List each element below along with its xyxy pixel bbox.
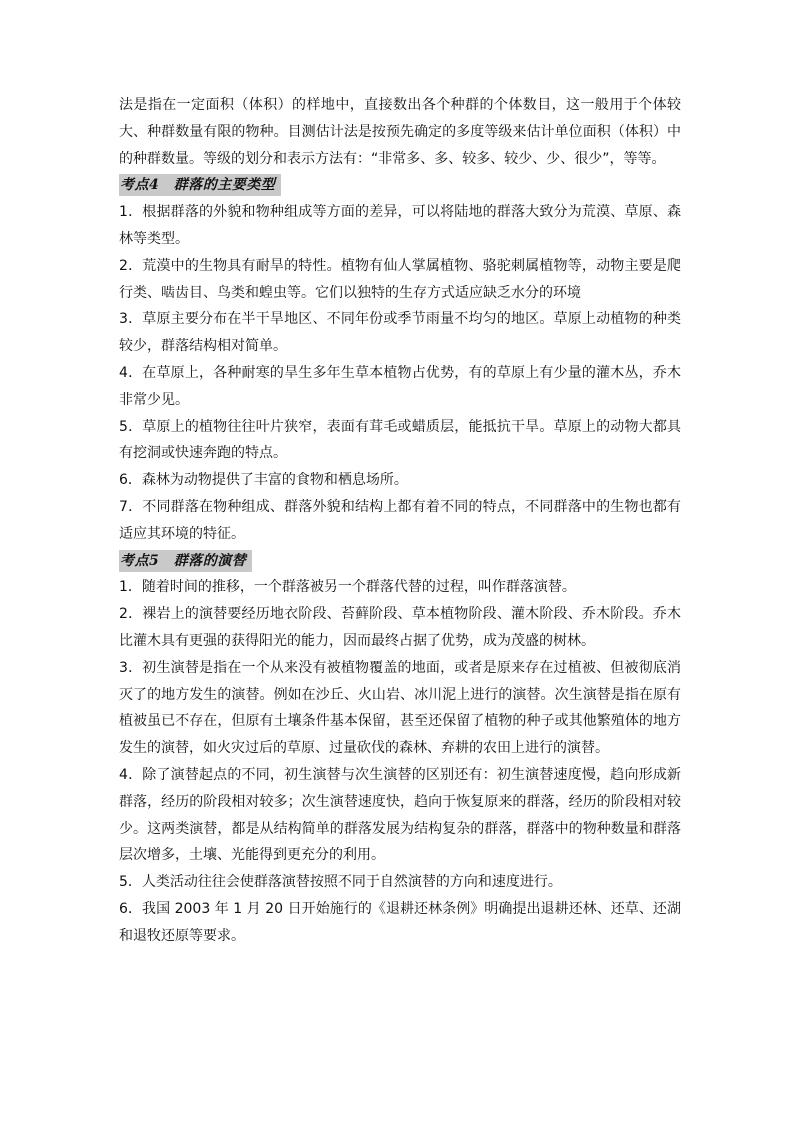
list-item: 4．除了演替起点的不同，初生演替与次生演替的区别还有：初生演替速度慢，趋向形成新群落，经历的阶段相对较多；次生演替速度快，趋向于恢复原来的群落，经历的阶段相对较少。这两类演替，都是从结构简单的群落发展为结构复杂的群落，群落中的物种数量和群落层次增多，土壤、光能得到更充分的利用。 — [119, 766, 681, 864]
list-item: 6．森林为动物提供了丰富的食物和栖息场所。 — [119, 472, 408, 489]
intro-paragraph: 法是指在一定面积（体积）的样地中，直接数出各个种群的个体数目，这一般用于个体较大、种群数量有限的物种。目测估计法是按预先确定的多度等级来估计单位面积（体积）中的种群数量。等级的划分和表示方法有：“非常多、多、较多、较少、少、很少”，等等。 — [119, 97, 681, 167]
list-item: 5．人类活动往往会使群落演替按照不同于自然演替的方向和速度进行。 — [119, 874, 562, 891]
list-item: 7．不同群落在物种组成、群落外貌和结构上都有着不同的特点，不同群落中的生物也都有适应其环境的特征。 — [119, 498, 681, 542]
list-item: 3．初生演替是指在一个从来没有被植物覆盖的地面，或者是原来存在过植被、但被彻底消灭了的地方发生的演替。例如在沙丘、火山岩、冰川泥上进行的演替。次生演替是指在原有植被虽已不存在，但原有土壤条件基本保留，甚至还保留了植物的种子或其他繁殖体的地方发生的演替，如火灾过后的草原、过量砍伐的森林、弃耕的农田上进行的演替。 — [119, 659, 681, 757]
section-heading-community-types: 考点4 群落的主要类型 — [119, 174, 281, 196]
list-item: 1．随着时间的推移，一个群落被另一个群落代替的过程，叫作群落演替。 — [119, 579, 576, 596]
list-item: 6．我国 2003 年 1 月 20 日开始施行的《退耕还林条例》明确提出退耕还林、还草、还湖和退牧还原等要求。 — [119, 900, 681, 944]
list-item: 5．草原上的植物往往叶片狭窄，表面有茸毛或蜡质层，能抵抗干旱。草原上的动物大都具有挖洞或快速奔跑的特点。 — [119, 418, 681, 462]
list-item: 4．在草原上，各种耐寒的旱生多年生草本植物占优势，有的草原上有少量的灌木丛，乔木非常少见。 — [119, 364, 681, 408]
section-heading-succession: 考点5 群落的演替 — [119, 550, 252, 572]
document-page — [119, 92, 681, 950]
list-item: 3．草原主要分布在半干旱地区、不同年份或季节雨量不均匀的地区。草原上动植物的种类较少，群落结构相对简单。 — [119, 311, 681, 355]
list-item: 2．荒漠中的生物具有耐旱的特性。植物有仙人掌属植物、骆驼刺属植物等，动物主要是爬行类、啮齿目、鸟类和蝗虫等。它们以独特的生存方式适应缺乏水分的环境 — [119, 257, 681, 301]
list-item: 2．裸岩上的演替要经历地衣阶段、苔藓阶段、草本植物阶段、灌木阶段、乔木阶段。乔木比灌木具有更强的获得阳光的能力，因而最终占据了优势，成为茂盛的树林。 — [119, 606, 681, 649]
list-item: 1．根据群落的外貌和物种组成等方面的差异，可以将陆地的群落大致分为荒漠、草原、森林等类型。 — [119, 204, 681, 247]
